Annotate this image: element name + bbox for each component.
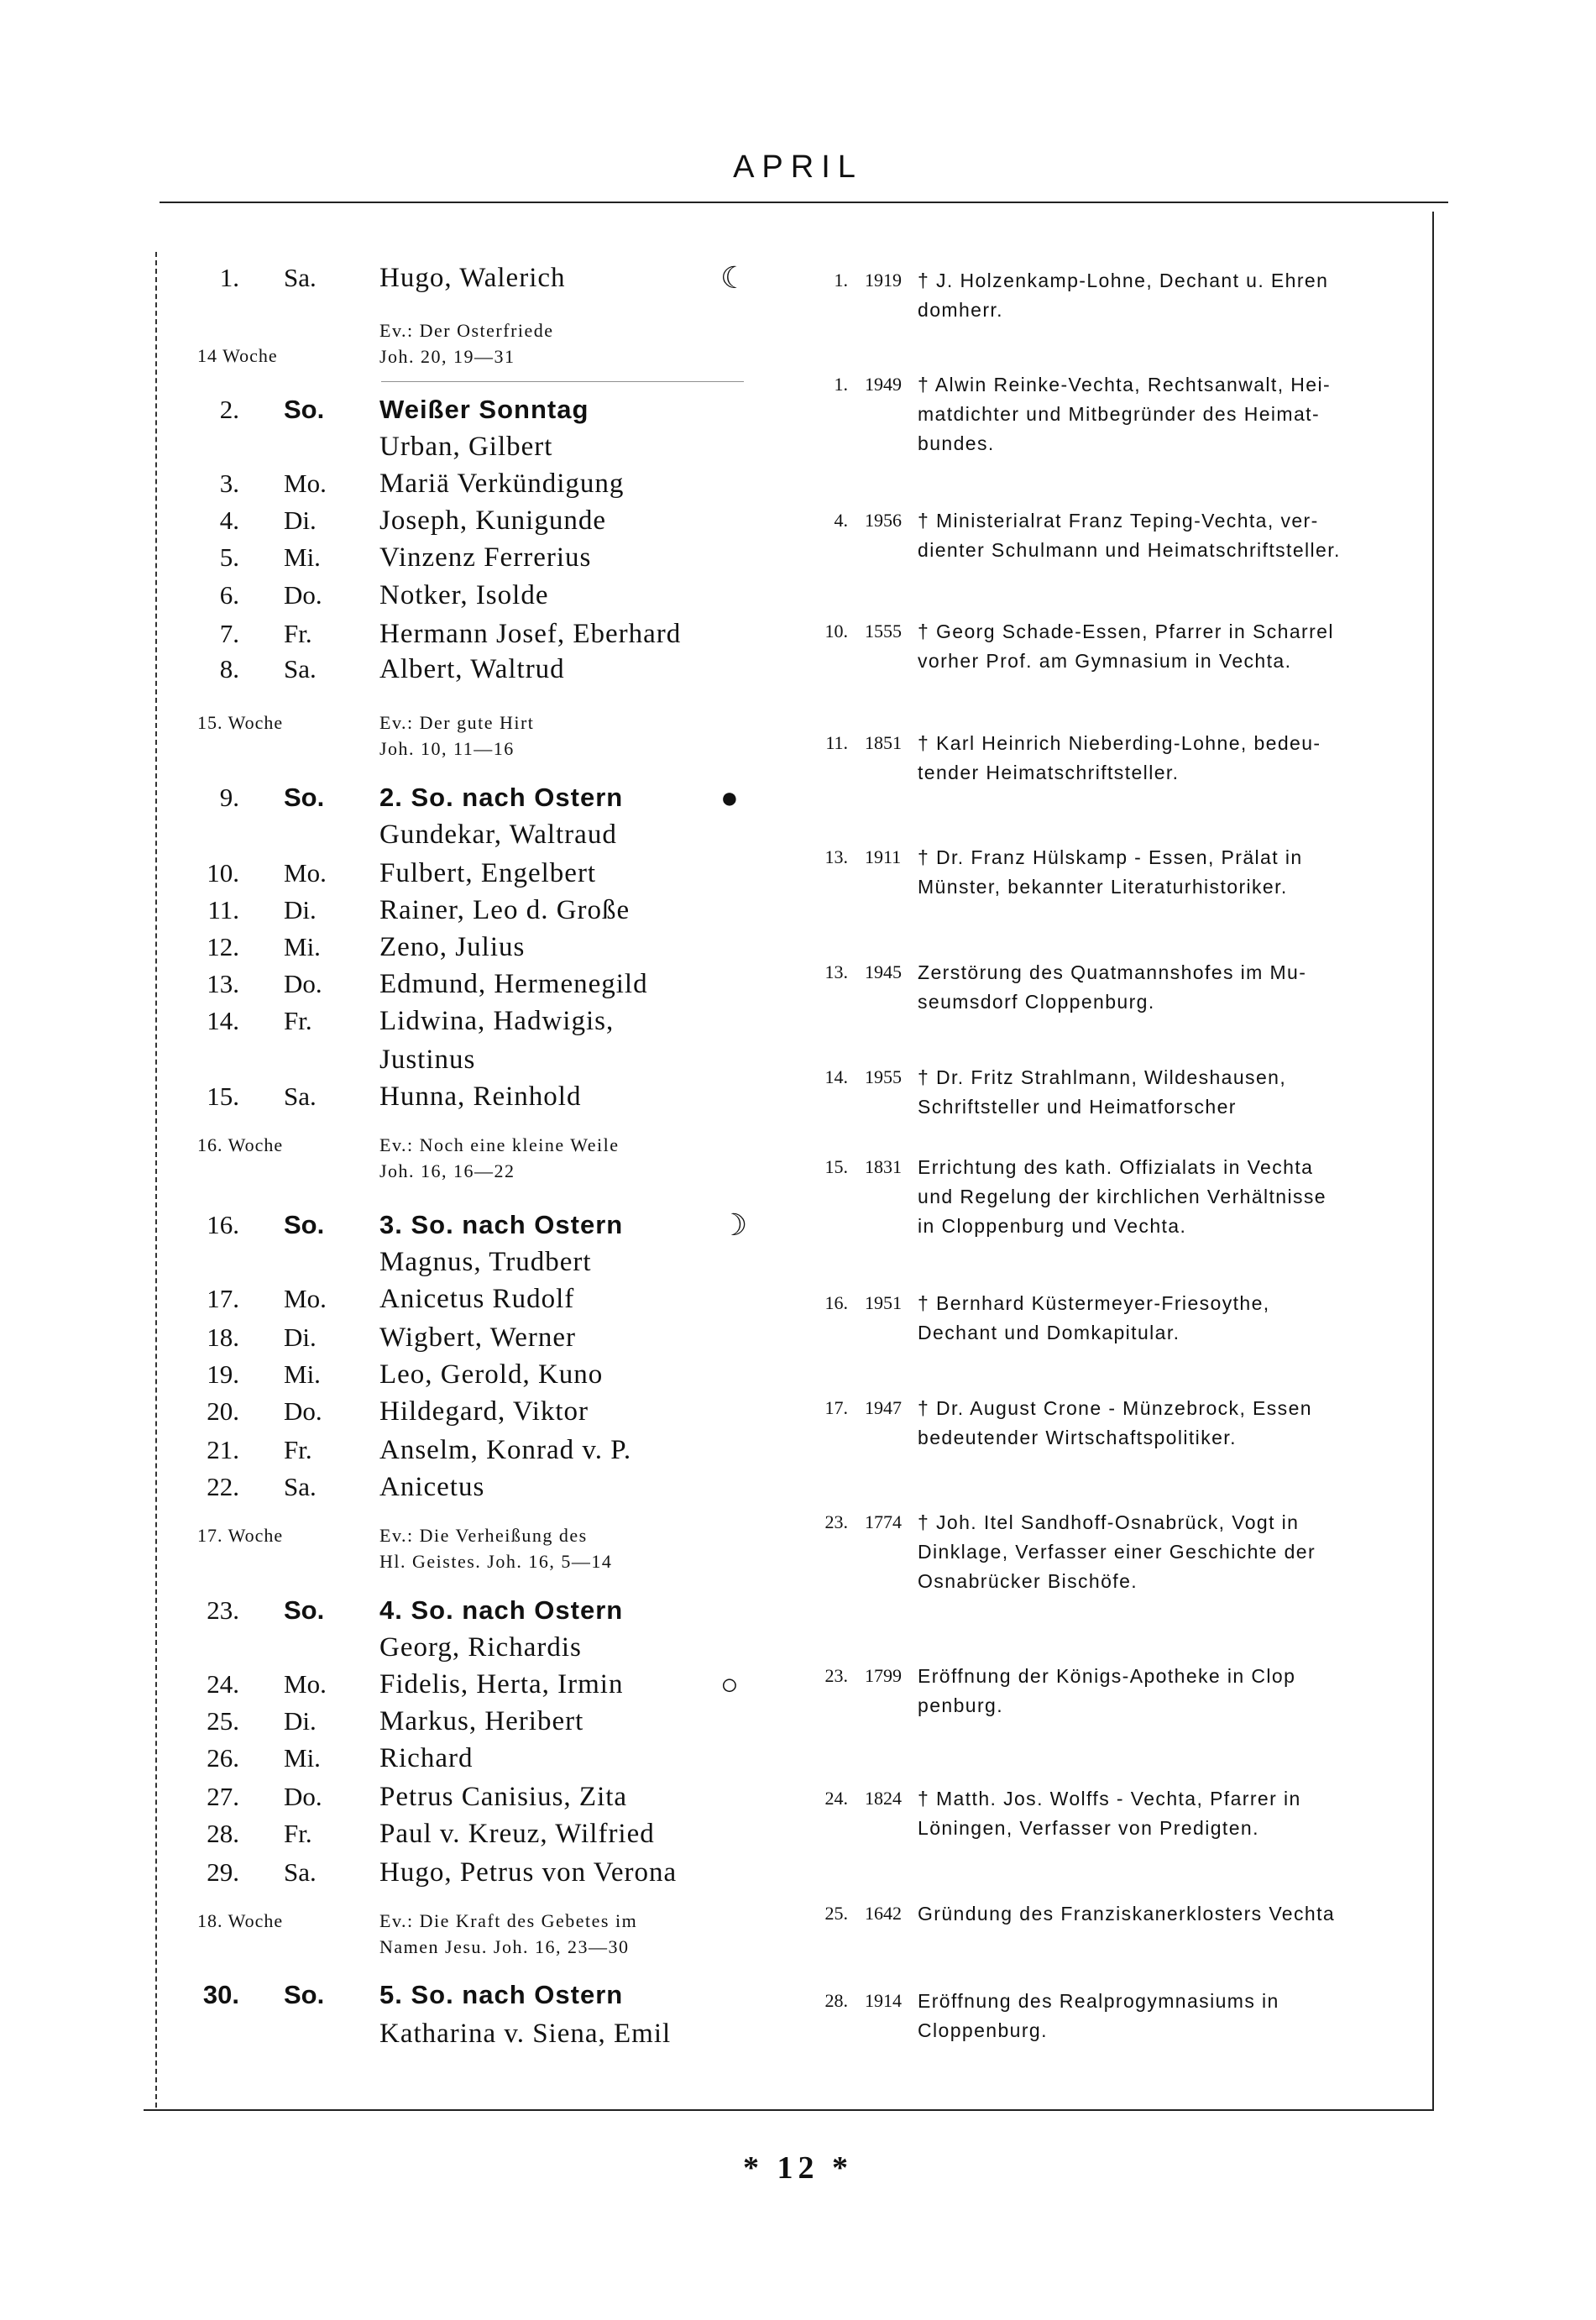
anniversary-day: 13. bbox=[824, 846, 848, 867]
anniversary-year: 1851 bbox=[865, 732, 902, 753]
day-number: 28. bbox=[207, 1819, 239, 1848]
saint-names: 5. So. nach Ostern bbox=[379, 1980, 624, 2009]
day-number: 15. bbox=[207, 1081, 239, 1111]
gospel-reading: Ev.: Der Osterfriede bbox=[379, 320, 554, 341]
gospel-reading: Joh. 16, 16—22 bbox=[379, 1160, 515, 1181]
day-number: 13. bbox=[207, 969, 239, 998]
anniversary-text: Dinklage, Verfasser einer Geschichte der bbox=[918, 1541, 1316, 1563]
weekday: So. bbox=[284, 783, 325, 812]
day-number: 19. bbox=[207, 1359, 239, 1389]
weekday: Do. bbox=[284, 1396, 322, 1426]
page-title: APRIL bbox=[733, 149, 863, 185]
day-number: 8. bbox=[219, 654, 239, 683]
anniversary-text: tender Heimatschriftsteller. bbox=[918, 762, 1180, 783]
day-number: 21. bbox=[207, 1435, 239, 1464]
weekday: Mo. bbox=[284, 1669, 327, 1699]
saint-names: Urban, Gilbert bbox=[379, 432, 553, 462]
saint-names: Edmund, Hermenegild bbox=[379, 969, 648, 999]
anniversary-text: † Georg Schade-Essen, Pfarrer in Scharrel bbox=[918, 621, 1334, 642]
day-number: 10. bbox=[207, 858, 239, 888]
weekday: Mi. bbox=[284, 932, 321, 961]
saint-names: Georg, Richardis bbox=[379, 1632, 582, 1663]
anniversary-text: in Cloppenburg und Vechta. bbox=[918, 1215, 1187, 1237]
day-number: 16. bbox=[207, 1210, 239, 1239]
saint-names: Justinus bbox=[379, 1045, 476, 1075]
saint-names: Fulbert, Engelbert bbox=[379, 858, 597, 888]
saint-names: Gundekar, Waltraud bbox=[379, 820, 617, 850]
anniversary-day: 11. bbox=[825, 732, 848, 753]
anniversary-year: 1824 bbox=[865, 1788, 902, 1809]
anniversary-day: 16. bbox=[824, 1292, 848, 1313]
day-number: 3. bbox=[219, 469, 239, 498]
saint-names: Wigbert, Werner bbox=[379, 1322, 576, 1353]
dashed-separator bbox=[381, 381, 744, 382]
day-number: 25. bbox=[207, 1706, 239, 1736]
weekday: Sa. bbox=[284, 654, 317, 683]
day-number: 17. bbox=[207, 1284, 239, 1313]
saint-names: Zeno, Julius bbox=[379, 932, 526, 962]
anniversary-text: vorher Prof. am Gymnasium in Vechta. bbox=[918, 650, 1292, 672]
saint-names: Weißer Sonntag bbox=[379, 395, 589, 424]
anniversary-day: 23. bbox=[824, 1511, 848, 1532]
day-number: 20. bbox=[207, 1396, 239, 1426]
weekday: Di. bbox=[284, 1706, 317, 1736]
week-label: 15. Woche bbox=[197, 712, 284, 733]
anniversary-text: † Dr. Franz Hülskamp - Essen, Prälat in bbox=[918, 846, 1303, 868]
weekday: So. bbox=[284, 1980, 325, 2009]
anniversary-day: 23. bbox=[824, 1665, 848, 1686]
week-label: 17. Woche bbox=[197, 1525, 284, 1546]
week-label: 14 Woche bbox=[197, 345, 278, 366]
gospel-reading: Ev.: Die Verheißung des bbox=[379, 1525, 588, 1546]
day-number: 9. bbox=[219, 783, 239, 812]
saint-names: Markus, Heribert bbox=[379, 1706, 584, 1736]
saint-names: Albert, Waltrud bbox=[379, 654, 565, 684]
anniversary-text: Osnabrücker Bischöfe. bbox=[918, 1570, 1138, 1592]
weekday: Sa. bbox=[284, 1857, 317, 1887]
anniversary-year: 1945 bbox=[865, 961, 902, 982]
saint-names: Leo, Gerold, Kuno bbox=[379, 1359, 604, 1390]
anniversary-year: 1947 bbox=[865, 1397, 902, 1418]
anniversary-year: 1831 bbox=[865, 1156, 902, 1177]
gospel-reading: Hl. Geistes. Joh. 16, 5—14 bbox=[379, 1551, 613, 1572]
page-number: * 12 * bbox=[743, 2150, 853, 2186]
saint-names: Anselm, Konrad v. P. bbox=[379, 1435, 632, 1465]
anniversary-day: 1. bbox=[834, 270, 848, 291]
saint-names: Katharina v. Siena, Emil bbox=[379, 2019, 672, 2049]
weekday: Fr. bbox=[284, 1819, 312, 1848]
anniversary-text: † Alwin Reinke-Vechta, Rechtsanwalt, Hei- bbox=[918, 374, 1332, 395]
weekday: Fr. bbox=[284, 1435, 312, 1464]
saint-names: Hildegard, Viktor bbox=[379, 1396, 589, 1427]
anniversary-text: † Karl Heinrich Nieberding-Lohne, bedeu- bbox=[918, 732, 1321, 754]
anniversary-text: † Joh. Itel Sandhoff-Osnabrück, Vogt in bbox=[918, 1511, 1300, 1533]
weekday: Fr. bbox=[284, 1006, 312, 1035]
day-number: 23. bbox=[207, 1595, 239, 1625]
weekday: Mo. bbox=[284, 1284, 327, 1313]
gospel-reading: Joh. 10, 11—16 bbox=[379, 738, 515, 759]
saint-names: Anicetus Rudolf bbox=[379, 1284, 575, 1314]
saint-names: Mariä Verkündigung bbox=[379, 469, 625, 499]
day-number: 6. bbox=[219, 580, 239, 610]
weekday: So. bbox=[284, 1595, 325, 1625]
anniversary-day: 14. bbox=[824, 1066, 848, 1087]
top-rule bbox=[160, 202, 1448, 203]
anniversary-day: 1. bbox=[834, 374, 848, 395]
saint-names: Richard bbox=[379, 1743, 474, 1773]
anniversary-year: 1949 bbox=[865, 374, 902, 395]
anniversary-year: 1919 bbox=[865, 270, 902, 291]
anniversary-text: † Dr. Fritz Strahlmann, Wildeshausen, bbox=[918, 1066, 1287, 1088]
saint-names: Vinzenz Ferrerius bbox=[379, 542, 592, 573]
anniversary-text: Cloppenburg. bbox=[918, 2019, 1048, 2041]
anniversary-year: 1774 bbox=[865, 1511, 902, 1532]
anniversary-text: Gründung des Franziskanerklosters Vechta bbox=[918, 1903, 1336, 1925]
saint-names: Hunna, Reinhold bbox=[379, 1081, 582, 1112]
anniversary-text: Eröffnung des Realprogymnasiums in bbox=[918, 1990, 1279, 2012]
saint-names: Anicetus bbox=[379, 1472, 485, 1502]
right-border bbox=[1432, 212, 1434, 2111]
anniversary-year: 1955 bbox=[865, 1066, 902, 1087]
anniversary-text: und Regelung der kirchlichen Verhältnisse bbox=[918, 1186, 1327, 1207]
weekday: Fr. bbox=[284, 619, 312, 648]
saint-names: Joseph, Kunigunde bbox=[379, 505, 606, 536]
weekday: Sa. bbox=[284, 1081, 317, 1111]
day-number: 14. bbox=[207, 1006, 239, 1035]
weekday: Mi. bbox=[284, 1359, 321, 1389]
anniversary-text: † Matth. Jos. Wolffs - Vechta, Pfarrer in bbox=[918, 1788, 1301, 1809]
day-number: 4. bbox=[219, 505, 239, 535]
first-quarter-moon-icon: ☽ bbox=[720, 1208, 748, 1242]
weekday: Sa. bbox=[284, 263, 317, 292]
anniversary-text: Errichtung des kath. Offizialats in Vechta bbox=[918, 1156, 1314, 1178]
anniversary-text: Münster, bekannter Literaturhistoriker. bbox=[918, 876, 1288, 898]
anniversary-text: † Bernhard Küstermeyer-Friesoythe, bbox=[918, 1292, 1270, 1314]
gospel-reading: Namen Jesu. Joh. 16, 23—30 bbox=[379, 1936, 630, 1957]
anniversary-text: Zerstörung des Quatmannshofes im Mu- bbox=[918, 961, 1307, 983]
gospel-reading: Ev.: Die Kraft des Gebetes im bbox=[379, 1910, 638, 1931]
anniversary-text: Eröffnung der Königs-Apotheke in Clop bbox=[918, 1665, 1296, 1687]
anniversary-year: 1799 bbox=[865, 1665, 902, 1686]
day-number: 12. bbox=[207, 932, 239, 961]
weekday: Mi. bbox=[284, 1743, 321, 1773]
anniversary-year: 1911 bbox=[865, 846, 902, 867]
weekday: Do. bbox=[284, 969, 322, 998]
anniversary-text: bundes. bbox=[918, 432, 995, 454]
anniversary-day: 15. bbox=[824, 1156, 848, 1177]
anniversary-text: Dechant und Domkapitular. bbox=[918, 1322, 1180, 1343]
weekday: Di. bbox=[284, 505, 317, 535]
new-moon-icon: ● bbox=[720, 781, 739, 814]
anniversary-text: seumsdorf Cloppenburg. bbox=[918, 991, 1155, 1013]
anniversary-text: † Ministerialrat Franz Teping-Vechta, ver- bbox=[918, 510, 1319, 532]
waning-crescent-moon-icon: ☾ bbox=[720, 261, 748, 295]
day-number: 18. bbox=[207, 1322, 239, 1352]
week-label: 16. Woche bbox=[197, 1134, 284, 1155]
day-number: 11. bbox=[207, 895, 239, 924]
weekday: Sa. bbox=[284, 1472, 317, 1501]
anniversary-text: Schriftsteller und Heimatforscher bbox=[918, 1096, 1237, 1118]
anniversary-year: 1914 bbox=[865, 1990, 902, 2011]
day-number: 22. bbox=[207, 1472, 239, 1501]
anniversary-day: 24. bbox=[824, 1788, 848, 1809]
saint-names: Rainer, Leo d. Große bbox=[379, 895, 631, 925]
gospel-reading: Ev.: Noch eine kleine Weile bbox=[379, 1134, 620, 1155]
day-number: 27. bbox=[207, 1782, 239, 1811]
day-number: 5. bbox=[219, 542, 239, 572]
weekday: Di. bbox=[284, 895, 317, 924]
saint-names: Fidelis, Herta, Irmin bbox=[379, 1669, 624, 1699]
anniversary-day: 4. bbox=[834, 510, 848, 531]
weekday: Mi. bbox=[284, 542, 321, 572]
anniversary-day: 13. bbox=[824, 961, 848, 982]
anniversary-text: dienter Schulmann und Heimatschriftsteller. bbox=[918, 539, 1341, 561]
anniversary-text: † Dr. August Crone - Münzebrock, Essen bbox=[918, 1397, 1312, 1419]
gospel-reading: Joh. 20, 19—31 bbox=[379, 346, 515, 367]
weekday: So. bbox=[284, 1210, 325, 1239]
anniversary-text: Löningen, Verfasser von Predigten. bbox=[918, 1817, 1259, 1839]
saint-names: Notker, Isolde bbox=[379, 580, 549, 610]
saint-names: Hugo, Petrus von Verona bbox=[379, 1857, 678, 1888]
gospel-reading: Ev.: Der gute Hirt bbox=[379, 712, 535, 733]
anniversary-day: 25. bbox=[824, 1903, 848, 1924]
day-number: 29. bbox=[207, 1857, 239, 1887]
bottom-rule bbox=[144, 2109, 1434, 2111]
saint-names: 4. So. nach Ostern bbox=[379, 1595, 624, 1625]
day-number: 24. bbox=[207, 1669, 239, 1699]
day-number: 7. bbox=[219, 619, 239, 648]
saint-names: Lidwina, Hadwigis, bbox=[379, 1006, 615, 1036]
anniversary-day: 17. bbox=[824, 1397, 848, 1418]
weekday: Do. bbox=[284, 1782, 322, 1811]
saint-names: 2. So. nach Ostern bbox=[379, 783, 624, 812]
left-border bbox=[155, 252, 157, 2108]
anniversary-text: penburg. bbox=[918, 1694, 1003, 1716]
weekday: So. bbox=[284, 395, 325, 424]
saint-names: Paul v. Kreuz, Wilfried bbox=[379, 1819, 655, 1849]
weekday: Mo. bbox=[284, 858, 327, 888]
weekday: Mo. bbox=[284, 469, 327, 498]
saint-names: 3. So. nach Ostern bbox=[379, 1210, 624, 1239]
anniversary-text: bedeutender Wirtschaftspolitiker. bbox=[918, 1427, 1237, 1448]
weekday: Di. bbox=[284, 1322, 317, 1352]
saint-names: Hermann Josef, Eberhard bbox=[379, 619, 682, 649]
anniversary-text: domherr. bbox=[918, 299, 1003, 321]
anniversary-day: 10. bbox=[824, 621, 848, 642]
anniversary-year: 1555 bbox=[865, 621, 902, 642]
anniversary-text: matdichter und Mitbegründer des Heimat- bbox=[918, 403, 1321, 425]
weekday: Do. bbox=[284, 580, 322, 610]
saint-names: Petrus Canisius, Zita bbox=[379, 1782, 628, 1812]
anniversary-year: 1642 bbox=[865, 1903, 902, 1924]
saint-names: Magnus, Trudbert bbox=[379, 1247, 592, 1277]
week-label: 18. Woche bbox=[197, 1910, 284, 1931]
day-number: 26. bbox=[207, 1743, 239, 1773]
anniversary-year: 1956 bbox=[865, 510, 902, 531]
anniversary-day: 28. bbox=[824, 1990, 848, 2011]
anniversary-year: 1951 bbox=[865, 1292, 902, 1313]
full-moon-icon: ○ bbox=[720, 1668, 739, 1701]
day-number: 2. bbox=[219, 395, 239, 424]
day-number: 30. bbox=[202, 1980, 239, 2009]
day-number: 1. bbox=[219, 263, 239, 292]
saint-names: Hugo, Walerich bbox=[379, 263, 566, 293]
anniversary-text: † J. Holzenkamp-Lohne, Dechant u. Ehren bbox=[918, 270, 1329, 291]
